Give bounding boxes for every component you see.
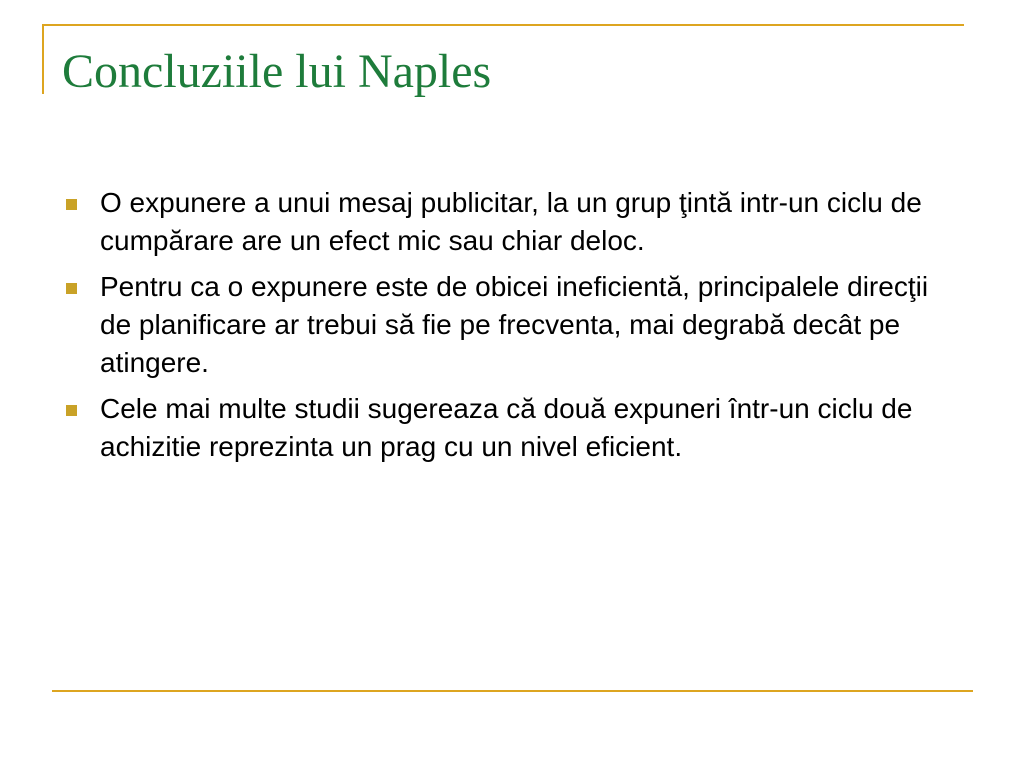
- top-divider: [42, 24, 964, 26]
- bullet-text: O expunere a unui mesaj publicitar, la un grup ţintă intr-un ciclu de cumpărare are un efect mic sau chiar deloc.: [100, 187, 922, 256]
- bullet-item: [60, 390, 960, 466]
- square-bullet-icon: [66, 283, 77, 294]
- bullet-item: [60, 268, 960, 382]
- bottom-divider: [52, 690, 973, 692]
- left-accent-line: [42, 24, 44, 94]
- square-bullet-icon: [66, 405, 77, 416]
- bullet-text: Pentru ca o expunere este de obicei ineficientă, principalele direcţii de planificare ar trebui să fie pe frecventa, mai degrabă decât pe atingere.: [100, 271, 929, 378]
- bullet-list: [60, 184, 960, 474]
- square-bullet-icon: [66, 199, 77, 210]
- bullet-item: [60, 184, 960, 260]
- bullet-text: Cele mai multe studii sugereaza că două expuneri într-un ciclu de achizitie reprezinta un prag cu un nivel eficient.: [100, 393, 913, 462]
- slide-title: Concluziile lui Naples: [62, 45, 492, 98]
